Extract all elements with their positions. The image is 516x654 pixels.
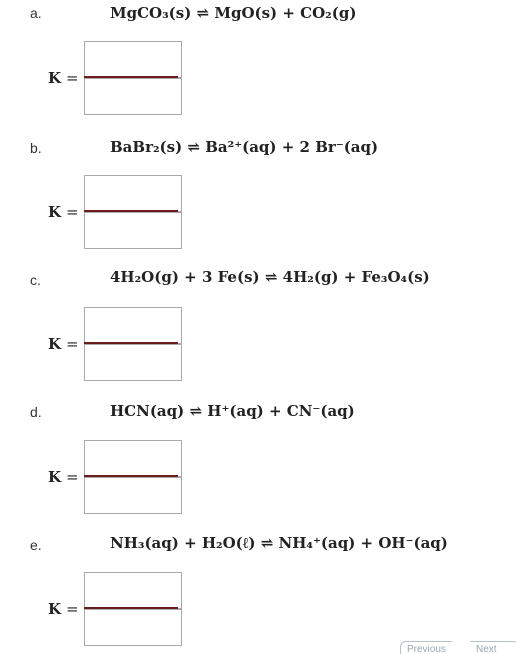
k-fraction-input (84, 41, 178, 113)
k-fraction-input (84, 175, 178, 247)
equals-sign: = (66, 69, 79, 87)
k-label: K (48, 69, 62, 87)
chemical-equation (110, 138, 378, 156)
part-letter: a. (30, 5, 42, 21)
k-label: K (48, 600, 62, 618)
next-label: Next (476, 644, 497, 654)
numerator-input[interactable] (84, 440, 182, 477)
equation-rhs: MgO(s) + CO₂(g) (214, 4, 357, 22)
equilibrium-arrow: ⇌ (260, 534, 274, 552)
denominator-input[interactable] (84, 609, 182, 646)
chemical-equation (110, 4, 356, 22)
chemical-equation (110, 268, 430, 286)
equals-sign: = (66, 203, 79, 221)
equation-lhs: BaBr₂(s) (110, 138, 183, 156)
part-letter: d. (30, 404, 42, 420)
k-label: K (48, 468, 62, 486)
denominator-input[interactable] (84, 344, 182, 381)
equation-lhs: MgCO₃(s) (110, 4, 192, 22)
k-label: K (48, 203, 62, 221)
equation-rhs: H⁺(aq) + CN⁻(aq) (207, 402, 355, 420)
next-button[interactable] (470, 641, 516, 654)
equation-rhs: 4H₂(g) + Fe₃O₄(s) (282, 268, 430, 286)
equation-lhs: 4H₂O(g) + 3 Fe(s) (110, 268, 260, 286)
chemical-equation (110, 402, 355, 420)
numerator-input[interactable] (84, 41, 182, 78)
part-letter: b. (30, 140, 42, 156)
equation-rhs: Ba²⁺(aq) + 2 Br⁻(aq) (205, 138, 379, 156)
equilibrium-arrow: ⇌ (189, 402, 203, 420)
denominator-input[interactable] (84, 477, 182, 514)
k-label: K (48, 335, 62, 353)
equals-sign: = (66, 600, 79, 618)
k-fraction-input (84, 572, 178, 644)
k-fraction-input (84, 307, 178, 379)
chemical-equation (110, 534, 448, 553)
equation-rhs: NH₄⁺(aq) + OH⁻(aq) (278, 534, 448, 552)
k-fraction-input (84, 440, 178, 512)
numerator-input[interactable] (84, 307, 182, 344)
equilibrium-arrow: ⇌ (196, 4, 210, 22)
equals-sign: = (66, 468, 79, 486)
previous-label: Previous (407, 644, 446, 654)
equation-lhs: NH₃(aq) + H₂O(ℓ) (110, 534, 256, 552)
denominator-input[interactable] (84, 78, 182, 115)
numerator-input[interactable] (84, 175, 182, 212)
equilibrium-arrow: ⇌ (187, 138, 200, 156)
denominator-input[interactable] (84, 212, 182, 249)
equation-lhs: HCN(aq) (110, 402, 185, 420)
equilibrium-arrow: ⇌ (264, 268, 278, 286)
part-letter: e. (30, 537, 42, 553)
previous-button[interactable] (400, 641, 452, 654)
equals-sign: = (66, 335, 79, 353)
part-letter: c. (30, 272, 41, 288)
numerator-input[interactable] (84, 572, 182, 609)
